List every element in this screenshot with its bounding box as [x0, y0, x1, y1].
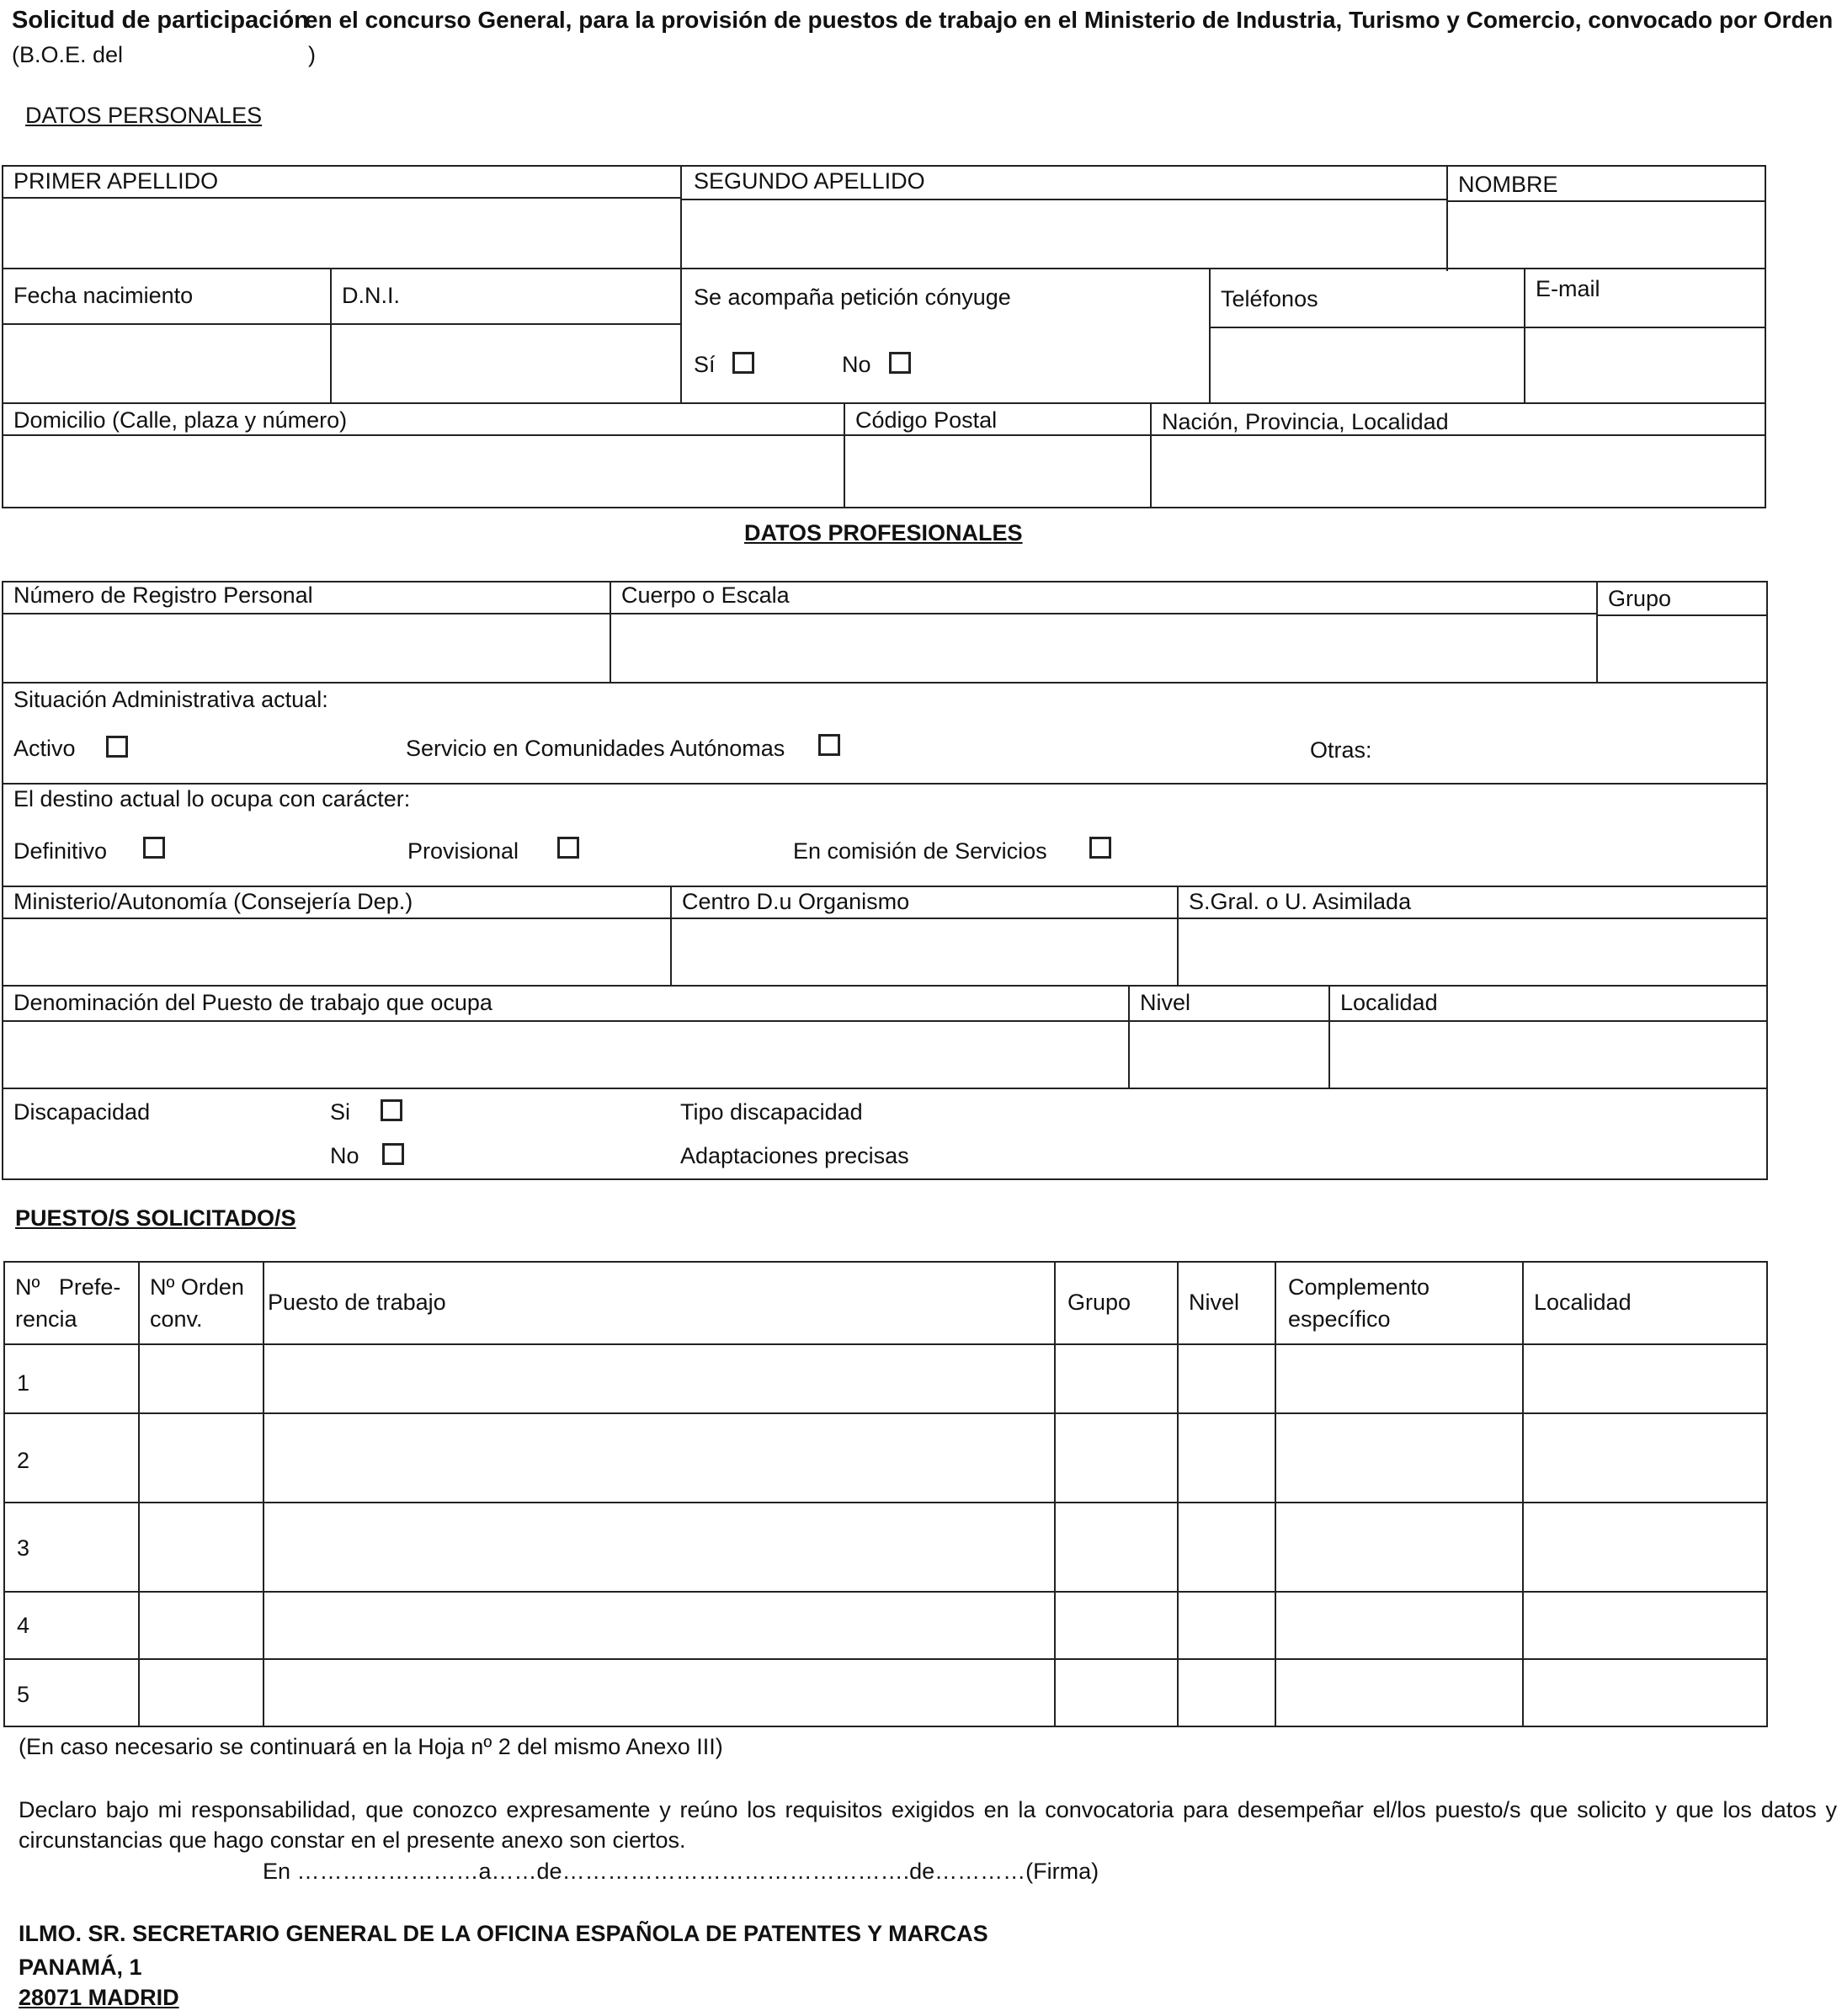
sgral-field[interactable]	[1179, 919, 1766, 983]
row-number-5: 5	[17, 1682, 30, 1707]
nacion-label: Nación, Provincia, Localidad	[1162, 409, 1449, 434]
comision-checkbox[interactable]	[1089, 837, 1111, 859]
conyuge-label: Se acompaña petición cónyuge	[694, 285, 1011, 310]
col-grupo: Grupo	[1067, 1290, 1131, 1315]
activo-checkbox[interactable]	[106, 736, 128, 758]
signature-line: En ……………………a……de……………………………………….de…………(Firma)	[263, 1859, 1099, 1884]
definitivo-checkbox[interactable]	[143, 837, 165, 859]
discapacidad-label: Discapacidad	[13, 1099, 151, 1125]
centro-field[interactable]	[672, 919, 1175, 983]
ministerio-field[interactable]	[3, 919, 668, 983]
tipo-discapacidad-field[interactable]	[876, 1093, 1759, 1130]
nacion-field[interactable]	[1152, 436, 1765, 507]
row-number-3: 3	[17, 1535, 30, 1561]
nivel-label: Nivel	[1140, 990, 1191, 1015]
otras-label: Otras:	[1310, 737, 1372, 763]
nrp-field[interactable]	[3, 614, 608, 680]
table-row[interactable]	[140, 1345, 1766, 1411]
conyuge-no-label: No	[842, 352, 871, 377]
row-number-4: 4	[17, 1613, 30, 1638]
domicilio-field[interactable]	[3, 436, 842, 507]
definitivo-label: Definitivo	[13, 838, 108, 864]
primer-apellido-label: PRIMER APELLIDO	[13, 168, 219, 194]
addressee-line2: PANAMÁ, 1	[19, 1955, 142, 1980]
row-number-2: 2	[17, 1448, 30, 1473]
segundo-apellido-label: SEGUNDO APELLIDO	[694, 168, 925, 194]
discapacidad-si-checkbox[interactable]	[381, 1099, 402, 1121]
domicilio-label: Domicilio (Calle, plaza y número)	[13, 407, 348, 433]
codigo-postal-field[interactable]	[845, 436, 1148, 507]
discapacidad-no-label: No	[330, 1143, 359, 1168]
centro-label: Centro D.u Organismo	[682, 889, 910, 914]
codigo-postal-label: Código Postal	[855, 407, 998, 433]
comision-label: En comisión de Servicios	[793, 838, 1047, 864]
adaptaciones-field[interactable]	[926, 1135, 1759, 1173]
col-comp-2: específico	[1288, 1306, 1391, 1332]
conyuge-si-checkbox[interactable]	[732, 352, 754, 374]
col-comp-1: Complemento	[1288, 1274, 1430, 1300]
section-title-requested: PUESTO/S SOLICITADO/S	[15, 1205, 296, 1231]
col-nivel: Nivel	[1189, 1290, 1240, 1315]
localidad-field[interactable]	[1330, 1022, 1766, 1086]
form-title-right: en el concurso General, para la provisión de puestos de trabajo en el Ministerio de Industria, Turismo y Comercio, convocado por Orden	[305, 7, 1834, 33]
fecha-nacimiento-label: Fecha nacimiento	[13, 283, 194, 308]
nombre-field[interactable]	[1448, 202, 1765, 266]
col-localidad: Localidad	[1534, 1290, 1632, 1315]
discapacidad-no-checkbox[interactable]	[382, 1143, 404, 1165]
form-title-left: Solicitud de participación	[12, 7, 309, 34]
dni-field[interactable]	[332, 325, 679, 401]
section-title-professional: DATOS PROFESIONALES	[744, 520, 1023, 545]
sgral-label: S.Gral. o U. Asimilada	[1189, 889, 1412, 914]
table-row[interactable]	[140, 1593, 1766, 1657]
col-orden-1: Nº Orden	[150, 1274, 244, 1300]
cuerpo-label: Cuerpo o Escala	[621, 582, 790, 608]
table-row[interactable]	[140, 1503, 1766, 1589]
servicio-ccaa-label: Servicio en Comunidades Autónomas	[406, 736, 785, 761]
table-row[interactable]	[140, 1660, 1766, 1726]
primer-apellido-field[interactable]	[3, 199, 679, 266]
addressee-line3: 28071 MADRID	[19, 1985, 179, 2010]
activo-label: Activo	[13, 736, 76, 761]
continuation-note: (En caso necesario se continuará en la Hoja nº 2 del mismo Anexo III)	[19, 1734, 723, 1759]
addressee-line1: ILMO. SR. SECRETARIO GENERAL DE LA OFICINA ESPAÑOLA DE PATENTES Y MARCAS	[19, 1921, 988, 1946]
col-puesto: Puesto de trabajo	[268, 1290, 446, 1315]
declaration-text: Declaro bajo mi responsabilidad, que conozco expresamente y reúno los requisitos exigidos en la convocatoria para desempeñar el/los puesto/s que solicito y que los datos y circunstancias que hago constar en el presente anexo son ciertos.	[19, 1797, 1837, 1853]
col-orden-2: conv.	[150, 1306, 203, 1332]
section-title-personal: DATOS PERSONALES	[25, 103, 263, 128]
cuerpo-field[interactable]	[611, 614, 1594, 680]
fecha-nacimiento-field[interactable]	[3, 325, 328, 401]
nombre-label: NOMBRE	[1458, 172, 1558, 197]
otras-field[interactable]	[1381, 729, 1759, 766]
conyuge-no-checkbox[interactable]	[889, 352, 911, 374]
col-pref-2: rencia	[15, 1306, 77, 1332]
row-number-1: 1	[17, 1370, 30, 1396]
email-label: E-mail	[1536, 276, 1600, 301]
nivel-field[interactable]	[1130, 1022, 1327, 1086]
table-row[interactable]	[140, 1414, 1766, 1500]
adaptaciones-label: Adaptaciones precisas	[680, 1143, 909, 1168]
boe-label: (B.O.E. del	[12, 42, 124, 67]
destino-label: El destino actual lo ocupa con carácter:	[13, 786, 411, 811]
provisional-checkbox[interactable]	[557, 837, 579, 859]
tipo-discapacidad-label: Tipo discapacidad	[680, 1099, 863, 1125]
dni-label: D.N.I.	[342, 283, 401, 308]
situacion-label: Situación Administrativa actual:	[13, 687, 328, 712]
grupo-field[interactable]	[1598, 616, 1766, 680]
segundo-apellido-field[interactable]	[682, 200, 1445, 266]
denominacion-field[interactable]	[3, 1022, 1126, 1086]
nrp-label: Número de Registro Personal	[13, 582, 313, 608]
ministerio-label: Ministerio/Autonomía (Consejería Dep.)	[13, 889, 413, 914]
servicio-ccaa-checkbox[interactable]	[818, 734, 840, 756]
localidad-label: Localidad	[1340, 990, 1438, 1015]
col-pref-1: Nº Prefe-	[15, 1274, 121, 1300]
email-field[interactable]	[1525, 328, 1765, 401]
discapacidad-si-label: Si	[330, 1099, 351, 1125]
boe-close: )	[308, 42, 316, 67]
provisional-label: Provisional	[407, 838, 519, 864]
conyuge-si-label: Sí	[694, 352, 716, 377]
telefonos-field[interactable]	[1211, 328, 1522, 401]
denominacion-label: Denominación del Puesto de trabajo que ocupa	[13, 990, 492, 1015]
telefonos-label: Teléfonos	[1221, 286, 1318, 311]
grupo-label: Grupo	[1608, 586, 1672, 611]
